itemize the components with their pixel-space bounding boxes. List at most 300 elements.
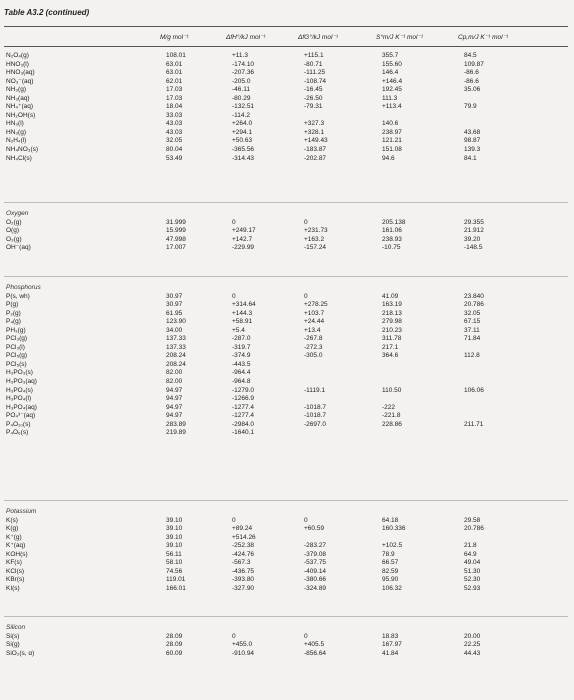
molar-mass-cell: 63.01: [166, 69, 183, 77]
species-cell: P(g): [6, 301, 19, 309]
gibbs-cell: -26.50: [304, 94, 323, 102]
gibbs-cell: -2697.0: [304, 420, 327, 428]
enthalpy-cell: +514.26: [232, 533, 256, 541]
species-cell: K(s): [6, 516, 18, 524]
molar-mass-cell: 58.10: [166, 559, 183, 567]
species-cell: NH₄⁺(aq): [6, 103, 34, 111]
enthalpy-cell: -567.3: [232, 559, 251, 567]
table-row: [6, 641, 481, 650]
enthalpy-cell: -964.4: [232, 369, 251, 377]
entropy-cell: 106.32: [382, 584, 402, 592]
gibbs-cell: -16.45: [304, 86, 323, 94]
heat-capacity-cell: 98.87: [464, 137, 481, 145]
species-cell: K(g): [6, 525, 19, 533]
header-rule-bottom: [4, 46, 568, 47]
enthalpy-cell: +144.3: [232, 309, 253, 317]
entropy-cell: 163.19: [382, 301, 402, 309]
species-cell: Si(s): [6, 632, 20, 640]
species-cell: H₃PO₄(aq): [6, 403, 37, 411]
molar-mass-cell: 30.97: [166, 292, 183, 300]
table-title: Table A3.2 (continued): [4, 8, 90, 17]
entropy-cell: 66.57: [382, 559, 399, 567]
enthalpy-cell: -327.90: [232, 584, 255, 592]
species-cell: KCl(s): [6, 567, 25, 575]
heat-capacity-cell: 79.9: [464, 103, 477, 111]
table-section: [6, 624, 481, 658]
table-row: [6, 378, 251, 387]
header-rule-top: [4, 26, 568, 27]
molar-mass-cell: 28.09: [166, 632, 183, 640]
gibbs-cell: +328.1: [304, 128, 325, 136]
molar-mass-cell: 39.10: [166, 516, 183, 524]
enthalpy-cell: -287.0: [232, 335, 251, 343]
gibbs-cell: 0: [304, 292, 308, 300]
table-row: [6, 403, 396, 413]
gibbs-cell: -380.66: [304, 576, 327, 584]
entropy-cell: 41.09: [382, 292, 399, 300]
species-cell: H₃PO₄(l): [6, 395, 32, 403]
molar-mass-cell: 61.95: [166, 309, 183, 317]
molar-mass-cell: 137.33: [166, 343, 186, 351]
heat-capacity-cell: 84.5: [464, 52, 477, 59]
gibbs-cell: +149.43: [304, 137, 328, 145]
species-cell: O(g): [6, 227, 19, 235]
species-cell: H₃PO₃(s): [6, 369, 33, 377]
header-gibbs: ΔfG°/kJ mol⁻¹: [298, 34, 339, 41]
species-cell: HNO₃(aq): [6, 69, 35, 77]
enthalpy-cell: +455.0: [232, 641, 253, 649]
enthalpy-cell: -1277.4: [232, 403, 255, 411]
gibbs-cell: +163.2: [304, 235, 325, 243]
entropy-cell: 217.1: [382, 343, 399, 351]
molar-mass-cell: 47.998: [166, 235, 186, 243]
heat-capacity-cell: 112.8: [464, 352, 480, 360]
heat-capacity-cell: -86.6: [464, 77, 479, 85]
entropy-cell: 192.45: [382, 86, 402, 94]
entropy-cell: +146.4: [382, 77, 403, 85]
table-row: [6, 649, 481, 659]
enthalpy-cell: +89.24: [232, 525, 253, 533]
enthalpy-cell: -114.2: [232, 111, 250, 119]
entropy-cell: 167.97: [382, 641, 402, 649]
enthalpy-cell: -252.38: [232, 542, 255, 550]
table-row: [6, 227, 484, 236]
gibbs-cell: 0: [304, 218, 308, 226]
enthalpy-cell: -46.11: [232, 86, 250, 94]
species-cell: NH₂OH(s): [6, 111, 36, 119]
species-cell: P₄O₆(s): [6, 429, 29, 437]
species-cell: SiO₂(s, α): [6, 649, 35, 657]
heat-capacity-cell: 64.9: [464, 550, 477, 558]
table-row: [6, 632, 481, 642]
enthalpy-cell: +5.4: [232, 326, 245, 334]
entropy-cell: 94.6: [382, 154, 395, 162]
gibbs-cell: -537.75: [304, 559, 327, 567]
heat-capacity-cell: 109.87: [464, 60, 484, 68]
species-cell: NH₃(g): [6, 86, 26, 94]
molar-mass-cell: 208.24: [166, 360, 186, 368]
heat-capacity-cell: 21.8: [464, 542, 477, 550]
molar-mass-cell: 60.09: [166, 649, 183, 657]
species-cell: NH₄Cl(s): [6, 154, 32, 162]
table-row: [6, 584, 481, 594]
molar-mass-cell: 17.007: [166, 244, 186, 252]
heat-capacity-cell: 52.30: [464, 576, 481, 584]
entropy-cell: 82.59: [382, 567, 399, 575]
enthalpy-cell: +264.0: [232, 120, 253, 128]
enthalpy-cell: 0: [232, 218, 236, 226]
table-row: [6, 360, 251, 370]
entropy-cell: 355.7: [382, 52, 399, 59]
molar-mass-cell: 82.00: [166, 378, 183, 386]
enthalpy-cell: +50.63: [232, 137, 253, 145]
molar-mass-cell: 94.97: [166, 395, 183, 403]
header-entropy: S°m/J K⁻¹ mol⁻¹: [376, 34, 424, 41]
table-row: [6, 429, 255, 438]
gibbs-cell: -1018.7: [304, 403, 327, 411]
heat-capacity-cell: 21.912: [464, 227, 484, 235]
species-cell: PCl₃(g): [6, 335, 28, 343]
gibbs-cell: +278.25: [304, 301, 328, 309]
table-row: [6, 420, 484, 430]
enthalpy-cell: -319.7: [232, 343, 251, 351]
molar-mass-cell: 82.00: [166, 369, 183, 377]
gibbs-cell: -108.74: [304, 77, 327, 85]
entropy-cell: 64.18: [382, 516, 399, 524]
section-heading: Phosphorus: [6, 284, 41, 291]
table-row: [6, 318, 481, 327]
heat-capacity-cell: 35.06: [464, 86, 481, 94]
heat-capacity-cell: 32.05: [464, 309, 481, 317]
species-cell: OH⁻(aq): [6, 244, 31, 252]
entropy-cell: 160.336: [382, 525, 406, 533]
section-divider: [4, 500, 568, 501]
heat-capacity-cell: 52.93: [464, 584, 481, 592]
molar-mass-cell: 39.10: [166, 542, 183, 550]
entropy-cell: 146.4: [382, 69, 399, 77]
molar-mass-cell: 28.09: [166, 641, 183, 649]
enthalpy-cell: -374.9: [232, 352, 251, 360]
table-row: [6, 309, 481, 319]
molar-mass-cell: 53.49: [166, 154, 183, 162]
gibbs-cell: -272.3: [304, 343, 323, 351]
gibbs-cell: +115.1: [304, 52, 324, 59]
table-row: [6, 395, 255, 404]
molar-mass-cell: 166.01: [166, 584, 186, 592]
table-section: [6, 508, 484, 593]
entropy-cell: -10.75: [382, 244, 401, 252]
gibbs-cell: 0: [304, 516, 308, 524]
species-cell: HN₃(g): [6, 128, 26, 136]
species-cell: PCl₃(l): [6, 343, 25, 351]
gibbs-cell: -157.24: [304, 244, 327, 252]
entropy-cell: +102.5: [382, 542, 403, 550]
enthalpy-cell: -2984.0: [232, 420, 255, 428]
heat-capacity-cell: 139.3: [464, 146, 481, 154]
gibbs-cell: -183.87: [304, 146, 327, 154]
molar-mass-cell: 219.89: [166, 429, 186, 437]
table-row: [6, 335, 481, 344]
table-row: [6, 550, 477, 560]
entropy-cell: 18.83: [382, 632, 399, 640]
table-row: [6, 386, 484, 396]
gibbs-cell: -267.8: [304, 335, 323, 343]
table-row: [6, 218, 484, 228]
entropy-cell: 238.93: [382, 235, 402, 243]
species-cell: P₄(g): [6, 318, 21, 326]
molar-mass-cell: 17.03: [166, 86, 183, 94]
species-cell: NH₄NO₃(s): [6, 146, 39, 154]
enthalpy-cell: -229.99: [232, 244, 255, 252]
entropy-cell: 41.84: [382, 649, 399, 657]
heat-capacity-cell: 211.71: [464, 420, 484, 428]
heat-capacity-cell: 23.840: [464, 292, 484, 300]
species-cell: N₂O₄(g): [6, 52, 29, 59]
heat-capacity-cell: 106.06: [464, 386, 484, 394]
molar-mass-cell: 119.01: [166, 576, 186, 584]
entropy-cell: -222: [382, 403, 396, 411]
species-cell: P(s, wh): [6, 292, 30, 300]
species-cell: KI(s): [6, 584, 20, 592]
molar-mass-cell: 17.03: [166, 94, 183, 102]
gibbs-cell: +24.44: [304, 318, 325, 326]
molar-mass-cell: 43.03: [166, 128, 183, 136]
heat-capacity-cell: 67.15: [464, 318, 481, 326]
enthalpy-cell: 0: [232, 632, 236, 640]
table-row: [6, 235, 481, 245]
heat-capacity-cell: 84.1: [464, 154, 477, 162]
enthalpy-cell: -910.94: [232, 649, 255, 657]
enthalpy-cell: +249.17: [232, 227, 256, 235]
gibbs-cell: +405.5: [304, 641, 325, 649]
molar-mass-cell: 62.01: [166, 77, 183, 85]
molar-mass-cell: 283.89: [166, 420, 186, 428]
enthalpy-cell: -443.5: [232, 360, 251, 368]
enthalpy-cell: 0: [232, 516, 236, 524]
entropy-cell: 228.86: [382, 420, 402, 428]
gibbs-cell: -409.14: [304, 567, 327, 575]
entropy-cell: 161.06: [382, 227, 402, 235]
heat-capacity-cell: 43.68: [464, 128, 481, 136]
heat-capacity-cell: 44.43: [464, 649, 481, 657]
species-cell: KBr(s): [6, 576, 25, 584]
enthalpy-cell: -424.76: [232, 550, 255, 558]
enthalpy-cell: -1266.9: [232, 395, 255, 403]
table-row: [6, 412, 401, 421]
enthalpy-cell: -205.0: [232, 77, 251, 85]
species-cell: P₄O₁₀(s): [6, 420, 31, 428]
entropy-cell: -221.8: [382, 412, 401, 420]
enthalpy-cell: -365.56: [232, 146, 255, 154]
gibbs-cell: -856.64: [304, 649, 327, 657]
enthalpy-cell: -1640.1: [232, 429, 255, 437]
molar-mass-cell: 94.97: [166, 386, 183, 394]
heat-capacity-cell: -148.5: [464, 244, 483, 252]
molar-mass-cell: 32.05: [166, 137, 183, 145]
entropy-cell: 279.98: [382, 318, 402, 326]
molar-mass-cell: 43.03: [166, 120, 183, 128]
molar-mass-cell: 123.90: [166, 318, 186, 326]
enthalpy-cell: -174.10: [232, 60, 255, 68]
entropy-cell: 95.90: [382, 576, 399, 584]
enthalpy-cell: -207.36: [232, 69, 255, 77]
entropy-cell: 155.60: [382, 60, 402, 68]
molar-mass-cell: 108.01: [166, 52, 186, 59]
gibbs-cell: -324.89: [304, 584, 327, 592]
entropy-cell: 78.9: [382, 550, 395, 558]
heat-capacity-cell: 71.84: [464, 335, 481, 343]
table-row: [6, 301, 484, 310]
heat-capacity-cell: 37.11: [464, 326, 480, 334]
table-row: [6, 533, 256, 543]
enthalpy-cell: +58.91: [232, 318, 253, 326]
species-cell: HN₃(l): [6, 120, 24, 128]
species-cell: K⁺(g): [6, 533, 22, 541]
heat-capacity-cell: 20.786: [464, 525, 484, 533]
gibbs-cell: 0: [304, 632, 308, 640]
enthalpy-cell: -80.29: [232, 94, 251, 102]
enthalpy-cell: -1279.0: [232, 386, 255, 394]
section-heading: Potassium: [6, 508, 37, 515]
section-divider: [4, 202, 568, 203]
molar-mass-cell: 15.999: [166, 227, 186, 235]
enthalpy-cell: +11.3: [232, 52, 248, 59]
entropy-cell: 210.23: [382, 326, 402, 334]
gibbs-cell: +103.7: [304, 309, 325, 317]
species-cell: PH₃(g): [6, 326, 26, 334]
gibbs-cell: -1018.7: [304, 412, 327, 420]
header-enthalpy: ΔfH°/kJ mol⁻¹: [226, 34, 266, 41]
species-cell: NO₃⁻(aq): [6, 77, 34, 85]
entropy-cell: 110.50: [382, 386, 402, 394]
molar-mass-cell: 31.999: [166, 218, 186, 226]
gibbs-cell: -202.87: [304, 154, 327, 162]
molar-mass-cell: 63.01: [166, 60, 183, 68]
species-cell: O₂(g): [6, 218, 22, 226]
species-cell: H₃PO₃(aq): [6, 378, 37, 386]
species-cell: KOH(s): [6, 550, 28, 558]
gibbs-cell: -305.0: [304, 352, 323, 360]
entropy-cell: 151.08: [382, 146, 402, 154]
enthalpy-cell: -393.80: [232, 576, 255, 584]
entropy-cell: 218.13: [382, 309, 402, 317]
table-row: [6, 542, 477, 551]
gibbs-cell: -1119.1: [304, 386, 326, 394]
section-divider: [4, 616, 568, 617]
molar-mass-cell: 18.04: [166, 103, 183, 111]
enthalpy-cell: -1277.4: [232, 412, 255, 420]
species-cell: N₂H₄(l): [6, 137, 27, 145]
table-row: [6, 559, 481, 568]
heat-capacity-cell: -86.6: [464, 69, 479, 77]
gibbs-cell: +231.73: [304, 227, 328, 235]
molar-mass-cell: 137.33: [166, 335, 186, 343]
species-cell: H₃PO₄(s): [6, 386, 33, 394]
gibbs-cell: -79.31: [304, 103, 323, 111]
table-row: [6, 567, 481, 577]
heat-capacity-cell: 29.355: [464, 218, 484, 226]
gibbs-cell: +60.59: [304, 525, 325, 533]
heat-capacity-cell: 39.20: [464, 235, 481, 243]
table-section: [6, 210, 484, 253]
species-cell: O₃(g): [6, 235, 22, 243]
enthalpy-cell: -314.43: [232, 154, 255, 162]
gibbs-cell: -111.25: [304, 69, 326, 77]
species-cell: KF(s): [6, 559, 22, 567]
table-row: [6, 326, 480, 336]
table-row: [6, 343, 399, 353]
molar-mass-cell: 34.00: [166, 326, 183, 334]
section-heading: Oxygen: [6, 210, 29, 217]
header-heat-capacity: Cp,m/J K⁻¹ mol⁻¹: [458, 34, 509, 41]
gibbs-cell: +13.4: [304, 326, 321, 334]
enthalpy-cell: 0: [232, 292, 236, 300]
species-cell: PCl₅(s): [6, 360, 27, 368]
molar-mass-cell: 56.11: [166, 550, 182, 558]
entropy-cell: 121.21: [382, 137, 402, 145]
entropy-cell: 140.6: [382, 120, 399, 128]
entropy-cell: +113.4: [382, 103, 402, 111]
molar-mass-cell: 30.97: [166, 301, 183, 309]
gibbs-cell: -80.71: [304, 60, 323, 68]
enthalpy-cell: -436.75: [232, 567, 255, 575]
entropy-cell: 205.138: [382, 218, 406, 226]
entropy-cell: 238.97: [382, 128, 402, 136]
table-row: [6, 525, 484, 534]
heat-capacity-cell: 51.30: [464, 567, 481, 575]
enthalpy-cell: +142.7: [232, 235, 253, 243]
species-cell: Si(g): [6, 641, 20, 649]
entropy-cell: 364.6: [382, 352, 399, 360]
molar-mass-cell: 74.56: [166, 567, 183, 575]
heat-capacity-cell: 20.00: [464, 632, 481, 640]
section-heading: Silicon: [6, 624, 26, 631]
species-cell: P₂(g): [6, 309, 21, 317]
molar-mass-cell: 80.04: [166, 146, 183, 154]
section-divider: [4, 276, 568, 277]
heat-capacity-cell: 22.25: [464, 641, 481, 649]
enthalpy-cell: +314.64: [232, 301, 256, 309]
table-row: [6, 352, 480, 361]
entropy-cell: 311.78: [382, 335, 402, 343]
molar-mass-cell: 39.10: [166, 525, 183, 533]
heat-capacity-cell: 29.58: [464, 516, 481, 524]
gibbs-cell: +327.3: [304, 120, 325, 128]
enthalpy-cell: -964.8: [232, 378, 251, 386]
table-row: [6, 516, 481, 526]
species-cell: K⁺(aq): [6, 542, 26, 550]
heat-capacity-cell: 49.04: [464, 559, 481, 567]
header-molar-mass: M/g mol⁻¹: [160, 34, 189, 41]
gibbs-cell: -283.27: [304, 542, 327, 550]
table-row: [6, 244, 483, 253]
enthalpy-cell: +294.1: [232, 128, 253, 136]
species-cell: HNO₃(l): [6, 60, 29, 68]
species-cell: PCl₅(g): [6, 352, 28, 360]
table-section: [6, 284, 484, 438]
species-cell: PO₄³⁻(aq): [6, 412, 36, 420]
species-cell: NH₃(aq): [6, 94, 30, 102]
molar-mass-cell: 94.97: [166, 412, 183, 420]
table-row: [6, 369, 251, 378]
table-row: [6, 576, 481, 585]
molar-mass-cell: 208.24: [166, 352, 186, 360]
molar-mass-cell: 94.97: [166, 403, 183, 411]
enthalpy-cell: -132.51: [232, 103, 255, 111]
molar-mass-cell: 33.03: [166, 111, 183, 119]
entropy-cell: 111.3: [382, 94, 398, 102]
gibbs-cell: -379.08: [304, 550, 327, 558]
